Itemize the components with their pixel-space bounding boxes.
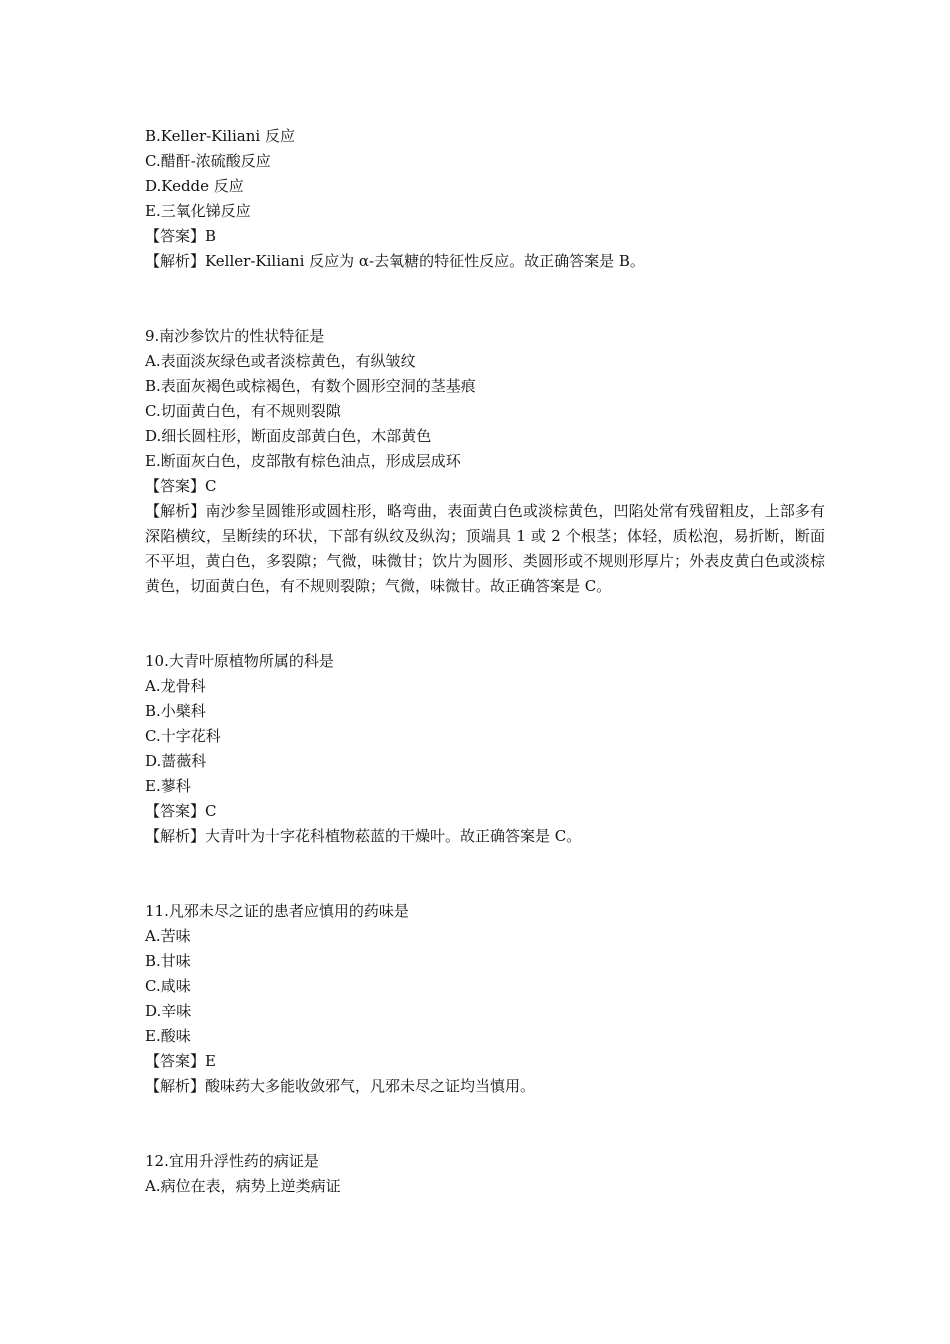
q8-option-c: C.醋酐-浓硫酸反应 [145,152,271,170]
q11-option-d: D.辛味 [145,1002,192,1020]
q10-answer: 【答案】C [145,802,217,820]
q9-option-c: C.切面黄白色，有不规则裂隙 [145,402,341,420]
q12-question: 12.宜用升浮性药的病证是 [145,1152,319,1170]
q11-option-b: B.甘味 [145,952,191,970]
spacer [145,1099,825,1149]
question-8-block [145,124,825,274]
question-9-block [145,324,825,599]
spacer [145,599,825,649]
question-12-block [145,1149,825,1199]
q9-answer: 【答案】C [145,477,217,495]
q9-question: 9.南沙参饮片的性状特征是 [145,327,325,345]
q9-option-e: E.断面灰白色，皮部散有棕色油点，形成层成环 [145,452,461,470]
q10-option-c: C.十字花科 [145,727,221,745]
q8-option-e: E.三氧化锑反应 [145,202,251,220]
spacer [145,849,825,899]
q8-option-d: D.Kedde 反应 [145,177,244,195]
q11-option-e: E.酸味 [145,1027,191,1045]
document-content [145,124,825,1199]
q10-option-a: A.龙骨科 [145,677,206,695]
q10-option-b: B.小檗科 [145,702,206,720]
q11-option-c: C.咸味 [145,977,191,995]
q11-option-a: A.苦味 [145,927,191,945]
q10-option-e: E.蓼科 [145,777,191,795]
q11-answer: 【答案】E [145,1052,216,1070]
question-11-block [145,899,825,1099]
q10-question: 10.大青叶原植物所属的科是 [145,652,334,670]
q9-analysis: 【解析】南沙参呈圆锥形或圆柱形，略弯曲，表面黄白色或淡棕黄色，凹陷处常有残留粗皮，上部多有深陷横纹，呈断续的环状，下部有纵纹及纵沟；顶端具 1 或 2 个根茎；体轻，质松泡，易折断，断面不平坦，黄白色，多裂隙；气微，味微甘；饮片为圆形、类圆形或不规则形厚片；外表皮黄白色或淡棕黄色，切面黄白色，有不规则裂隙；气微，味微甘。故正确答案是 C。 [145,502,825,595]
q9-option-a: A.表面淡灰绿色或者淡棕黄色，有纵皱纹 [145,352,416,370]
q11-analysis: 【解析】酸味药大多能收敛邪气，凡邪未尽之证均当慎用。 [145,1077,536,1095]
q8-answer: 【答案】B [145,227,217,245]
q10-option-d: D.蔷薇科 [145,752,207,770]
q10-analysis: 【解析】大青叶为十字花科植物菘蓝的干燥叶。故正确答案是 C。 [145,827,582,845]
q11-question: 11.凡邪未尽之证的患者应慎用的药味是 [145,902,409,920]
q9-option-d: D.细长圆柱形，断面皮部黄白色，木部黄色 [145,427,432,445]
q8-option-b: B.Keller-Kiliani 反应 [145,127,295,145]
q8-analysis: 【解析】Keller-Kiliani 反应为 α-去氧糖的特征性反应。故正确答案是 B。 [145,252,645,270]
spacer [145,274,825,324]
q9-option-b: B.表面灰褐色或棕褐色，有数个圆形空洞的茎基痕 [145,377,476,395]
question-10-block [145,649,825,849]
q12-option-a: A.病位在表，病势上逆类病证 [145,1177,341,1195]
